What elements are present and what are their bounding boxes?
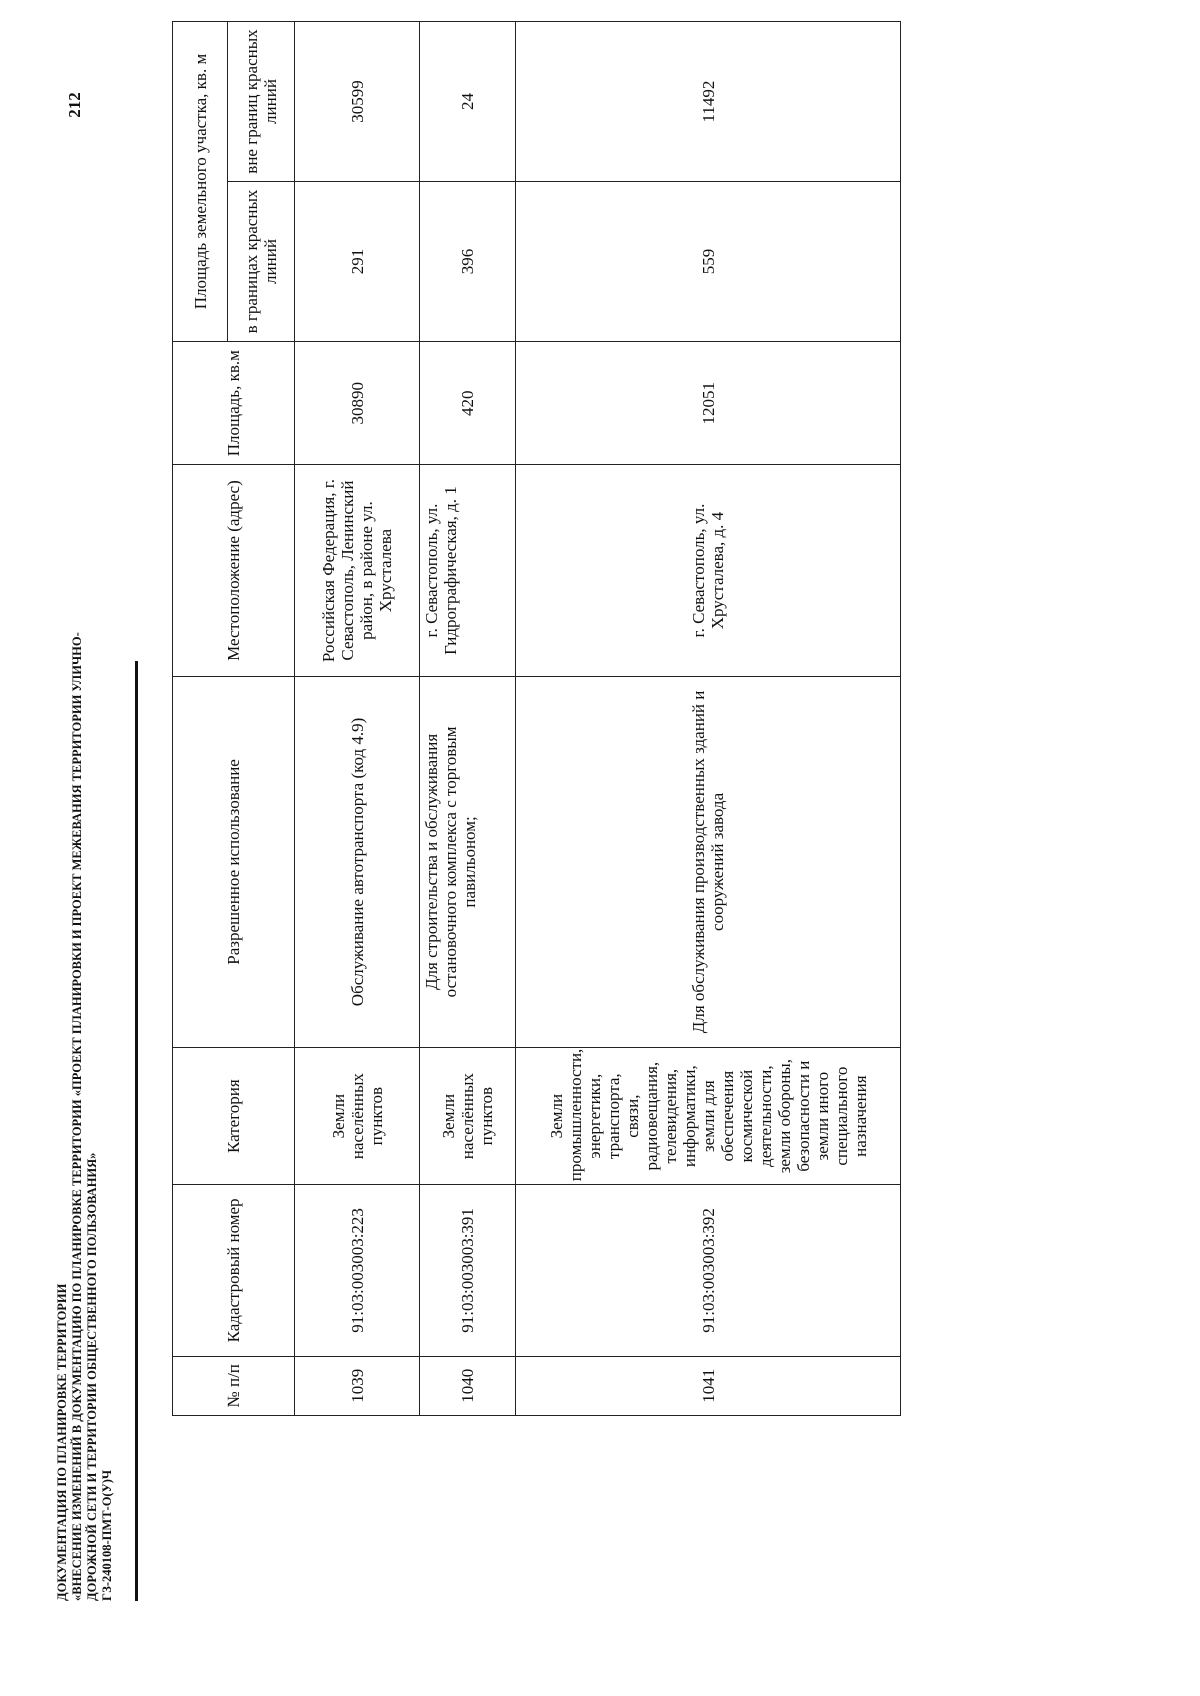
cell-permitted-use: Для строительства и обслуживания остановочного комплекса с торговым павильоном; (420, 676, 516, 1047)
header-plot-area-group: Площадь земельного участка, кв. м (173, 22, 228, 342)
table-row (420, 22, 516, 1416)
cell-category: Земли населённых пунктов (295, 1048, 420, 1185)
header-category: Категория (173, 1048, 295, 1185)
cell-cadastral: 91:03:003003:392 (516, 1185, 901, 1356)
cell-location: г. Севастополь, ул. Хрусталева, д. 4 (516, 465, 901, 676)
cell-permitted-use: Для обслуживания производственных зданий и сооружений завода (516, 676, 901, 1047)
cell-outside: 30599 (295, 22, 420, 182)
header-line-2: «ВНЕСЕНИЕ ИЗМЕНЕНИЙ В ДОКУМЕНТАЦИЮ ПО ПЛАНИРОВКЕ ТЕРРИТОРИИ «ПРОЕКТ ПЛАНИРОВКИ И ПРОЕКТ МЕЖЕВАНИЯ ТЕРРИТОРИИ УЛИЧНО- (70, 632, 84, 1601)
page-number: 212 (65, 92, 84, 118)
header-outside-red-lines: вне границ красных линий (228, 22, 295, 182)
cell-category: Земли населённых пунктов (420, 1048, 516, 1185)
cell-num: 1039 (295, 1356, 420, 1415)
cell-cadastral: 91:03:003003:223 (295, 1185, 420, 1356)
header-permitted-use: Разрешенное использование (173, 676, 295, 1047)
cell-location: г. Севастополь, ул. Гидрографическая, д. 1 (420, 465, 516, 676)
cell-area: 30890 (295, 341, 420, 464)
cell-outside: 24 (420, 22, 516, 182)
header-inside-red-lines: в границах красных линий (228, 182, 295, 342)
cell-inside: 291 (295, 182, 420, 342)
cell-category: Земли промышленности, энергетики, транспорта, связи, радиовещания, телевидения, информатики, земли для обеспечения космической деятельности, земли обороны, безопасности и земли иного специального назначения (516, 1048, 901, 1185)
cell-inside: 559 (516, 182, 901, 342)
table-row (516, 22, 901, 1416)
cell-num: 1040 (420, 1356, 516, 1415)
land-plots-table (172, 21, 901, 1416)
header-line-3: ДОРОЖНОЙ СЕТИ И ТЕРРИТОРИИ ОБЩЕСТВЕННОГО ПОЛЬЗОВАНИЯ» (85, 1152, 99, 1601)
cell-area: 12051 (516, 341, 901, 464)
document-header (55, 601, 115, 1601)
header-num: № п/п (173, 1356, 295, 1415)
header-location: Местоположение (адрес) (173, 465, 295, 676)
header-divider (135, 661, 138, 1601)
header-cadastral: Кадастровый номер (173, 1185, 295, 1356)
cell-cadastral: 91:03:003003:391 (420, 1185, 516, 1356)
cell-outside: 11492 (516, 22, 901, 182)
header-line-4: ГЗ-240108-ПМТ-О(У)Ч (100, 1469, 114, 1601)
cell-num: 1041 (516, 1356, 901, 1415)
cell-permitted-use: Обслуживание автотранспорта (код 4.9) (295, 676, 420, 1047)
cell-location: Российская Федерация, г. Севастополь, Ленинский район, в районе ул. Хрусталева (295, 465, 420, 676)
header-line-1: ДОКУМЕНТАЦИЯ ПО ПЛАНИРОВКЕ ТЕРРИТОРИИ (55, 1283, 69, 1601)
cell-inside: 396 (420, 182, 516, 342)
table-row (295, 22, 420, 1416)
header-area: Площадь, кв.м (173, 341, 295, 464)
cell-area: 420 (420, 341, 516, 464)
